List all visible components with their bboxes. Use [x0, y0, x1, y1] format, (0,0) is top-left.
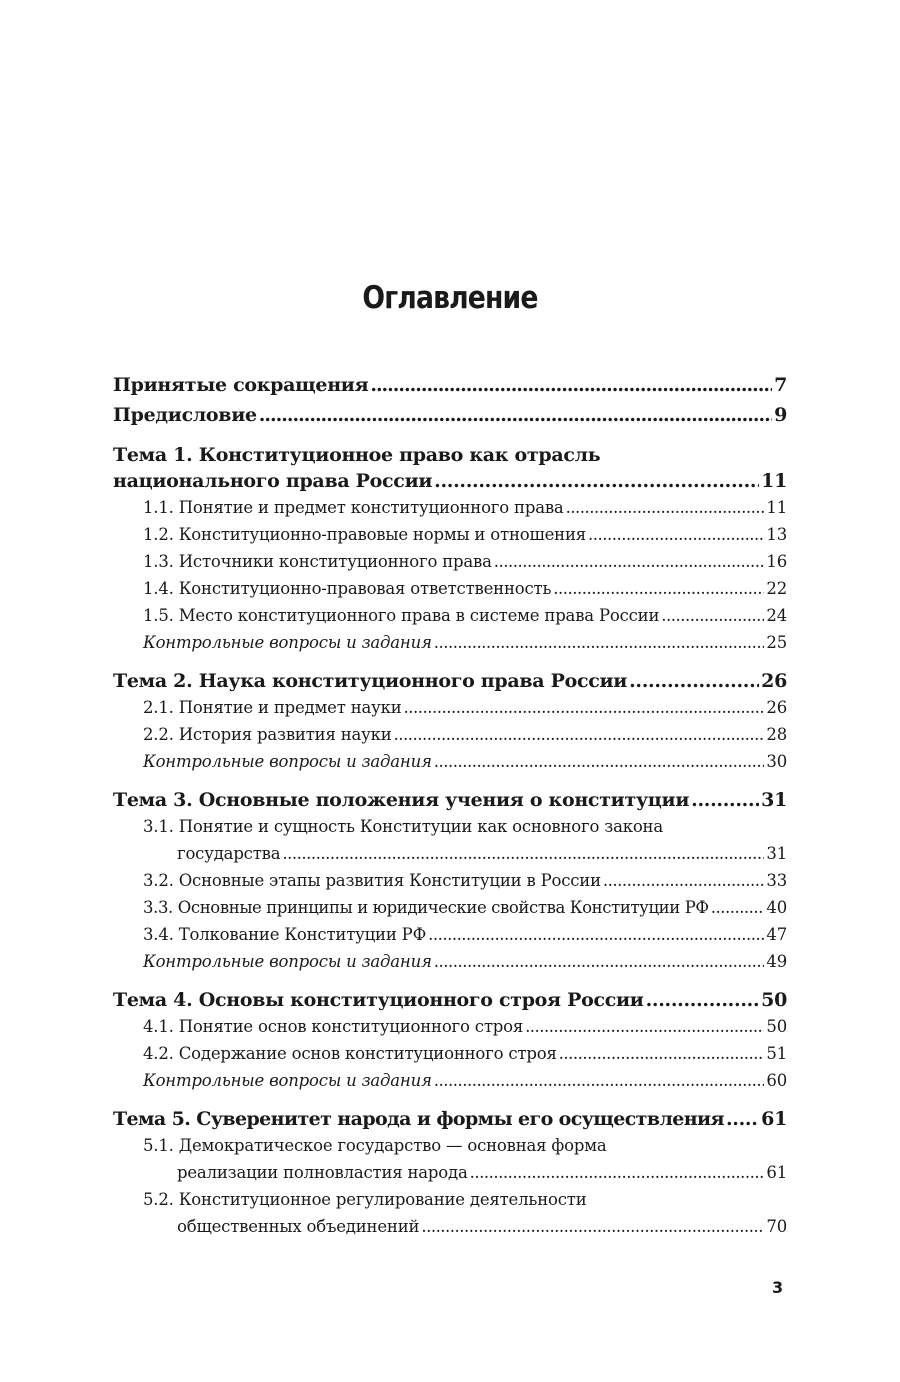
toc-item-page: 28	[766, 725, 787, 744]
toc-item-title: 1.4. Конституционно-правовая ответственность	[143, 579, 552, 598]
toc-item-title: 1.1. Понятие и предмет конституционного права	[143, 498, 564, 517]
toc-topic-2	[113, 668, 787, 775]
dot-leader	[434, 948, 765, 975]
toc-entry-title: Предисловие	[113, 404, 257, 426]
toc-item-page: 40	[766, 898, 787, 917]
toc-item-title: 5.2. Конституционное регулирование деятельности	[143, 1190, 587, 1209]
toc-item[interactable]	[113, 494, 787, 521]
topic-page: 50	[761, 989, 787, 1011]
toc-item-page: 33	[766, 871, 787, 890]
dot-leader	[494, 548, 765, 575]
toc-item-title: Контрольные вопросы и задания	[143, 633, 432, 652]
toc-item-title: 3.3. Основные принципы и юридические свойства Конституции РФ	[143, 898, 709, 917]
topic-heading[interactable]	[113, 1106, 787, 1132]
toc-entry-page: 9	[774, 404, 787, 426]
dot-leader	[434, 468, 759, 494]
toc-item[interactable]	[113, 521, 787, 548]
dot-leader	[525, 1013, 764, 1040]
toc-item-page: 22	[766, 579, 787, 598]
toc-item-page: 25	[766, 633, 787, 652]
toc-item-title-cont: общественных объединений	[177, 1217, 420, 1236]
toc-item-page: 49	[766, 952, 787, 971]
toc-item-questions[interactable]	[113, 1067, 787, 1094]
dot-leader	[691, 787, 759, 813]
dot-leader	[629, 668, 759, 694]
toc-item-title-cont: государства	[177, 844, 281, 863]
table-of-contents	[113, 370, 787, 1244]
toc-item-title: Контрольные вопросы и задания	[143, 952, 432, 971]
dot-leader	[646, 987, 760, 1013]
toc-item-title: 1.2. Конституционно-правовые нормы и отношения	[143, 525, 586, 544]
toc-item-page: 16	[766, 552, 787, 571]
topic-title-line: Тема 2. Наука конституционного права России	[113, 670, 628, 692]
toc-item-title: Контрольные вопросы и задания	[143, 752, 432, 771]
toc-item-title: 1.3. Источники конституционного права	[143, 552, 492, 571]
toc-entry-title: Принятые сокращения	[113, 374, 369, 396]
page-title: Оглавление	[362, 280, 538, 316]
toc-item-title: 4.2. Содержание основ конституционного строя	[143, 1044, 557, 1063]
toc-item-questions[interactable]	[113, 629, 787, 656]
topic-page: 31	[761, 789, 787, 811]
toc-item-questions[interactable]	[113, 948, 787, 975]
dot-leader	[559, 1040, 765, 1067]
toc-entry-preface[interactable]	[113, 400, 787, 430]
dot-leader	[259, 400, 772, 430]
toc-item-questions[interactable]	[113, 748, 787, 775]
toc-item-page: 70	[766, 1217, 787, 1236]
toc-item-title: 5.1. Демократическое государство — основная форма	[143, 1136, 607, 1155]
dot-leader	[404, 694, 765, 721]
toc-item[interactable]	[113, 1013, 787, 1040]
toc-item-page: 61	[766, 1163, 787, 1182]
toc-item-page: 51	[766, 1044, 787, 1063]
dot-leader	[421, 1213, 764, 1240]
toc-item-page: 30	[766, 752, 787, 771]
toc-item-title-cont: реализации полновластия народа	[177, 1163, 468, 1182]
toc-item[interactable]	[113, 921, 787, 948]
toc-item[interactable]	[113, 602, 787, 629]
dot-leader	[711, 894, 765, 921]
dot-leader	[566, 494, 765, 521]
toc-item-title: 3.2. Основные этапы развития Конституции в России	[143, 871, 601, 890]
toc-item-title: 2.1. Понятие и предмет науки	[143, 698, 402, 717]
toc-item[interactable]	[113, 813, 787, 867]
toc-topic-1	[113, 442, 787, 656]
dot-leader	[434, 629, 765, 656]
toc-item-page: 13	[766, 525, 787, 544]
toc-item-title: 4.1. Понятие основ конституционного строя	[143, 1017, 524, 1036]
topic-heading[interactable]	[113, 787, 787, 813]
toc-item[interactable]	[113, 867, 787, 894]
dot-leader	[434, 1067, 765, 1094]
toc-entry-abbreviations[interactable]	[113, 370, 787, 400]
dot-leader	[434, 748, 765, 775]
toc-item[interactable]	[113, 548, 787, 575]
topic-heading[interactable]	[113, 668, 787, 694]
toc-item[interactable]	[113, 1132, 787, 1186]
toc-topic-4	[113, 987, 787, 1094]
topic-page: 11	[761, 470, 787, 492]
dot-leader	[470, 1159, 765, 1186]
toc-topic-5	[113, 1106, 787, 1240]
toc-item-page: 26	[766, 698, 787, 717]
toc-item-title: Контрольные вопросы и задания	[143, 1071, 432, 1090]
dot-leader	[282, 840, 764, 867]
toc-item-page: 60	[766, 1071, 787, 1090]
toc-item[interactable]	[113, 894, 787, 921]
dot-leader	[394, 721, 765, 748]
toc-topic-3	[113, 787, 787, 975]
dot-leader	[661, 602, 764, 629]
dot-leader	[603, 867, 764, 894]
toc-item-page: 11	[766, 498, 787, 517]
dot-leader	[428, 921, 764, 948]
page-number: 3	[772, 1278, 784, 1297]
toc-item-page: 31	[766, 844, 787, 863]
toc-item-page: 24	[766, 606, 787, 625]
topic-title-line: Тема 3. Основные положения учения о конституции	[113, 789, 690, 811]
toc-item-title: 3.1. Понятие и сущность Конституции как основного закона	[143, 817, 663, 836]
toc-item[interactable]	[113, 721, 787, 748]
dot-leader	[726, 1106, 759, 1132]
toc-item-title: 1.5. Место конституционного права в системе права России	[143, 606, 660, 625]
toc-item[interactable]	[113, 1186, 787, 1240]
toc-item[interactable]	[113, 694, 787, 721]
topic-title-line: Тема 5. Суверенитет народа и формы его осуществления	[113, 1108, 724, 1130]
topic-title-line: Тема 1. Конституционное право как отрасль	[113, 444, 601, 466]
topic-page: 26	[761, 670, 787, 692]
toc-item[interactable]	[113, 1040, 787, 1067]
toc-entry-page: 7	[774, 374, 787, 396]
toc-item-page: 50	[766, 1017, 787, 1036]
toc-item-title: 2.2. История развития науки	[143, 725, 392, 744]
topic-heading[interactable]	[113, 442, 787, 494]
topic-page: 61	[761, 1108, 787, 1130]
dot-leader	[370, 370, 772, 400]
dot-leader	[588, 521, 764, 548]
toc-item-title: 3.4. Толкование Конституции РФ	[143, 925, 427, 944]
topic-title-line: национального права России	[113, 470, 433, 492]
toc-item-page: 47	[766, 925, 787, 944]
topic-title-line: Тема 4. Основы конституционного строя России	[113, 989, 644, 1011]
dot-leader	[553, 575, 764, 602]
topic-heading[interactable]	[113, 987, 787, 1013]
toc-item[interactable]	[113, 575, 787, 602]
